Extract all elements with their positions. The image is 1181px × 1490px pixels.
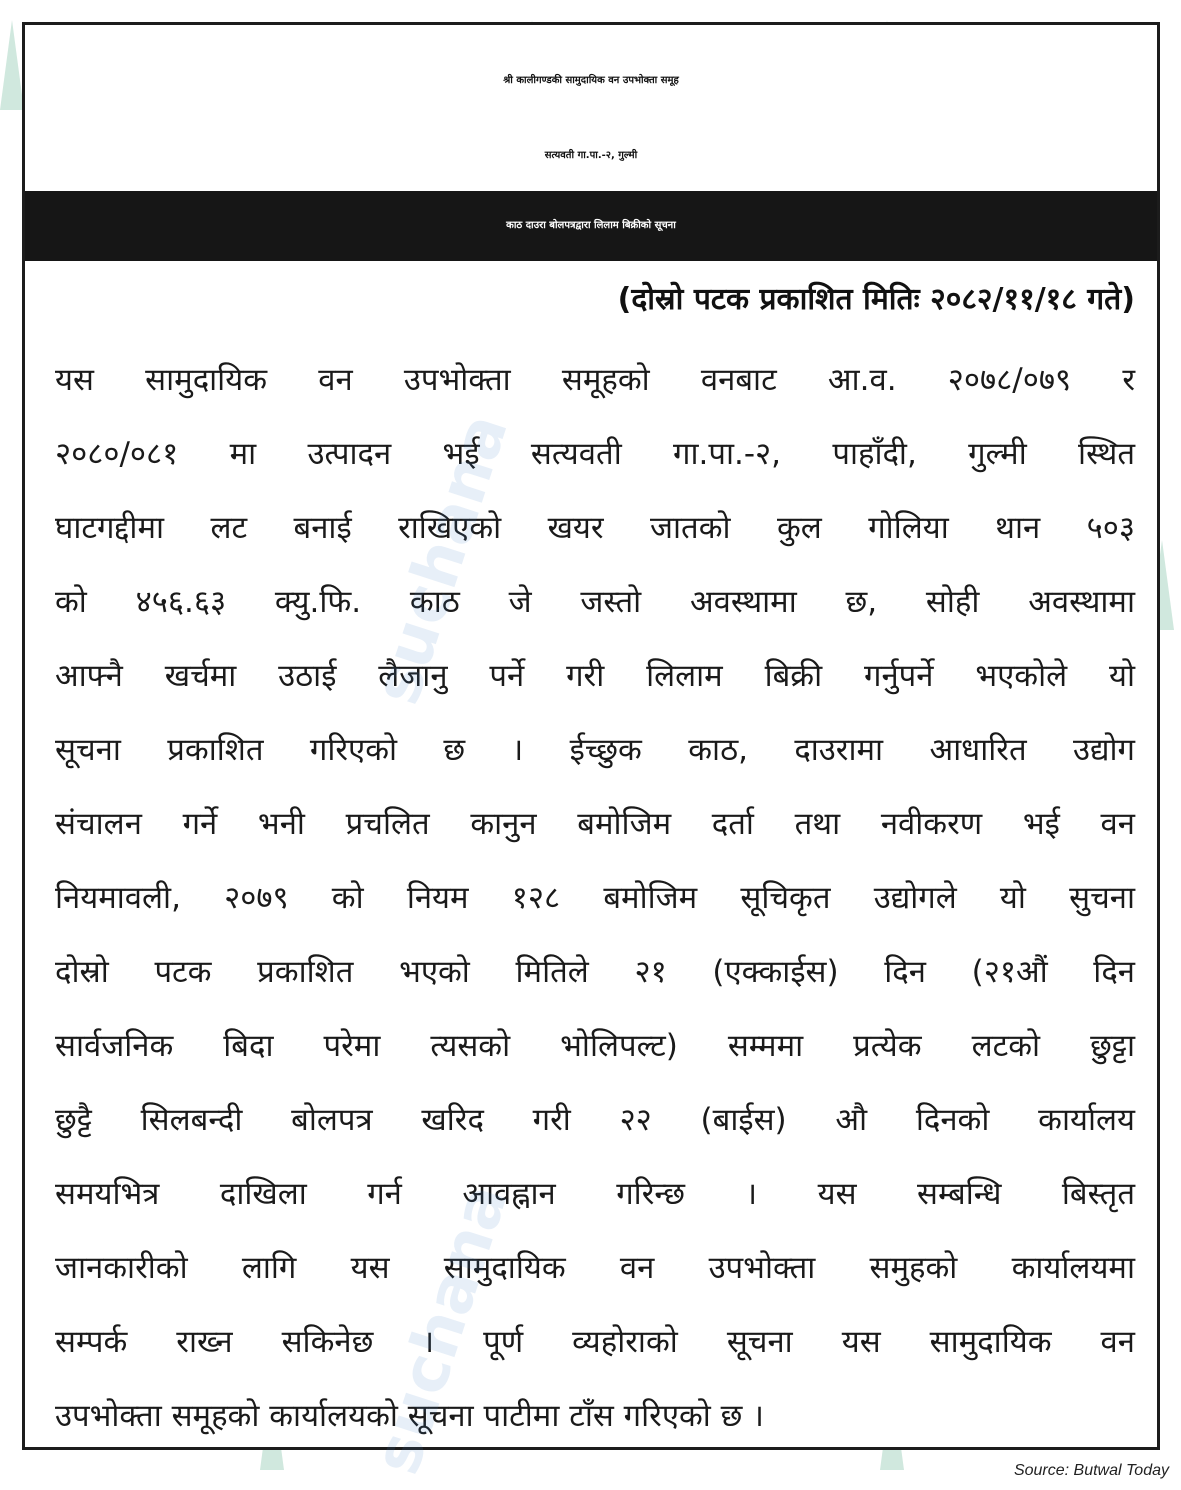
body-line: यस सामुदायिक वन उपभोक्ता समूहको वनबाट आ.व. २०७८/०७९ र	[55, 362, 1135, 398]
notice-body	[55, 347, 1135, 1457]
body-line: जानकारीको लागि यस सामुदायिक वन उपभोक्ता समुहको कार्यालयमा	[55, 1250, 1135, 1286]
body-line: २०८०/०८१ मा उत्पादन भई सत्यवती गा.पा.-२, पाहाँदी, गुल्मी स्थित	[55, 436, 1135, 472]
notice-title: काठ दाउरा बोलपत्रद्वारा लिलाम बिक्रीको सूचना	[506, 220, 676, 231]
notice-title-bar	[25, 191, 1157, 261]
notice-header	[25, 25, 1157, 191]
organization-address: सत्यवती गा.पा.-२, गुल्मी	[544, 150, 638, 161]
organization-name: श्री कालीगण्डकी सामुदायिक वन उपभोक्ता समूह	[503, 75, 679, 86]
source-credit: Source: Butwal Today	[1013, 1462, 1169, 1479]
body-line: समयभित्र दाखिला गर्न आवह्नान गरिन्छ । यस सम्बन्धि बिस्तृत	[55, 1176, 1135, 1212]
body-line: को ४५६.६३ क्यु.फि. काठ जे जस्तो अवस्थामा छ, सोही अवस्थामा	[55, 584, 1135, 620]
notice-frame	[22, 22, 1160, 1450]
publication-date: (दोस्रो पटक प्रकाशित मितिः २०८२/११/१८ गते)	[617, 282, 1135, 317]
body-line: घाटगद्दीमा लट बनाई राखिएको खयर जातको कुल गोलिया थान ५०३	[55, 510, 1135, 546]
body-line: सार्वजनिक बिदा परेमा त्यसको भोलिपल्ट) सम्ममा प्रत्येक लटको छुट्टा	[55, 1028, 1135, 1064]
body-line: सूचना प्रकाशित गरिएको छ । ईच्छुक काठ, दाउरामा आधारित उद्योग	[55, 732, 1135, 768]
body-line: उपभोक्ता समूहको कार्यालयको सूचना पाटीमा टाँस गरिएको छ ।	[55, 1398, 764, 1434]
body-line: आफ्नै खर्चमा उठाई लैजानु पर्ने गरी लिलाम बिक्री गर्नुपर्ने भएकोले यो	[55, 658, 1135, 694]
watermark-text: suchana	[360, 405, 523, 713]
body-line: छुट्टै सिलबन्दी बोलपत्र खरिद गरी २२ (बाईस) औ दिनको कार्यालय	[55, 1102, 1135, 1138]
body-line: सम्पर्क राख्न सकिनेछ । पूर्ण व्यहोराको सूचना यस सामुदायिक वन	[55, 1324, 1135, 1360]
body-line: संचालन गर्ने भनी प्रचलित कानुन बमोजिम दर्ता तथा नवीकरण भई वन	[55, 806, 1135, 842]
watermark-text: suchana	[360, 1175, 523, 1483]
body-line: दोस्रो पटक प्रकाशित भएको मितिले २१ (एक्काईस) दिन (२१औं दिन	[55, 954, 1135, 990]
body-line: नियमावली, २०७९ को नियम १२८ बमोजिम सूचिकृत उद्योगले यो सुचना	[55, 880, 1135, 916]
watermark-arrow-decoration	[0, 20, 24, 110]
